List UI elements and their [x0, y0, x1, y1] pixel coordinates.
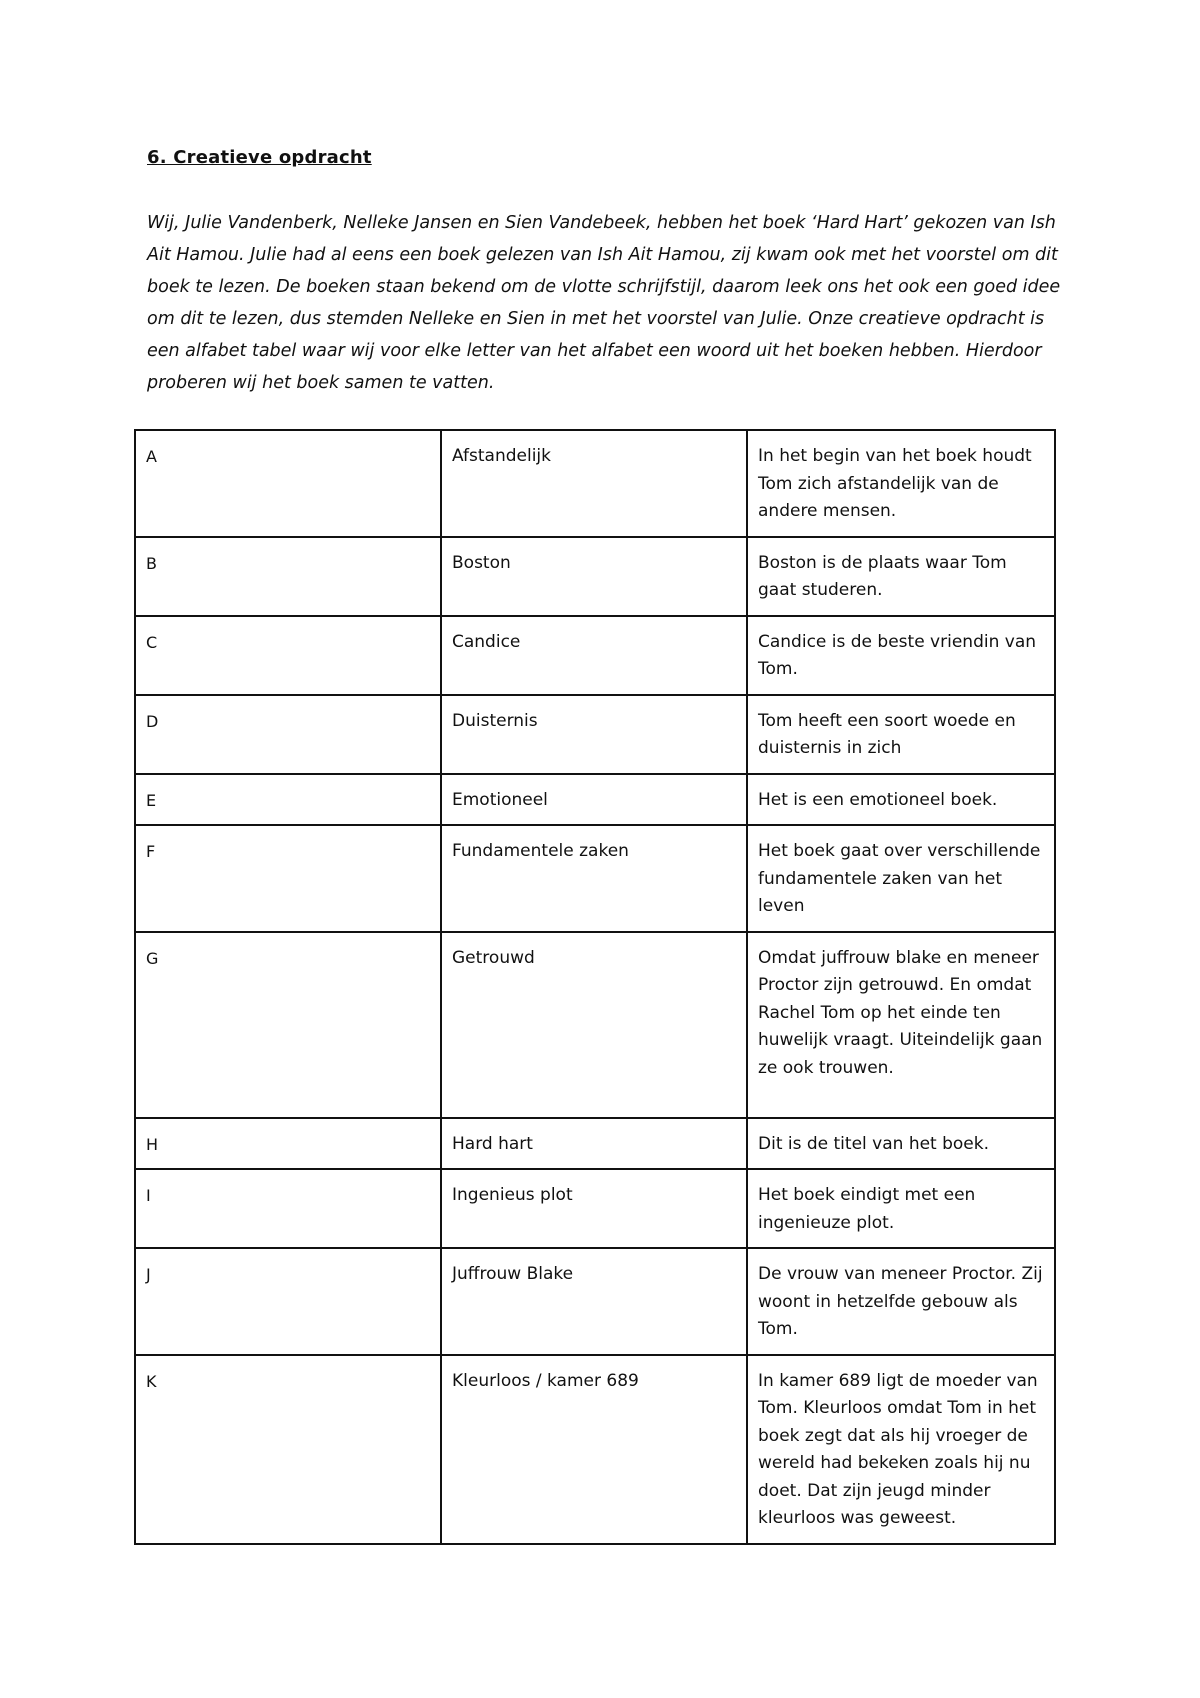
- description-cell: Het boek eindigt met een ingenieuze plot.: [747, 1169, 1055, 1248]
- description-cell: Omdat juffrouw blake en meneer Proctor zijn getrouwd. En omdat Rachel Tom op het einde ten huwelijk vraagt. Uiteindelijk gaan ze ook trouwen.: [747, 932, 1055, 1118]
- table-row: [135, 932, 1055, 1118]
- word-cell: Hard hart: [441, 1118, 747, 1170]
- description-cell: Tom heeft een soort woede en duisternis in zich: [747, 695, 1055, 774]
- letter-cell: K: [135, 1355, 441, 1544]
- word-cell: Afstandelijk: [441, 430, 747, 537]
- table-row: [135, 1118, 1055, 1170]
- table-row: [135, 774, 1055, 826]
- word-cell: Emotioneel: [441, 774, 747, 826]
- intro-paragraph: Wij, Julie Vandenberk, Nelleke Jansen en Sien Vandebeek, hebben het boek ‘Hard Hart’ gekozen van Ish Ait Hamou. Julie had al eens een boek gelezen van Ish Ait Hamou, zij kwam ook met het voorstel om dit boek te lezen. De boeken staan bekend om de vlotte schrijfstijl, daarom leek ons het ook een goed idee om dit te lezen, dus stemden Nelleke en Sien in met het voorstel van Julie. Onze creatieve opdracht is een alfabet tabel waar wij voor elke letter van het alfabet een woord uit het boeken hebben. Hierdoor proberen wij het boek samen te vatten.: [147, 213, 1061, 393]
- table-row: [135, 616, 1055, 695]
- word-cell: Getrouwd: [441, 932, 747, 1118]
- table-row: [135, 1169, 1055, 1248]
- description-cell: Boston is de plaats waar Tom gaat studeren.: [747, 537, 1055, 616]
- letter-cell: H: [135, 1118, 441, 1170]
- description-cell: De vrouw van meneer Proctor. Zij woont in hetzelfde gebouw als Tom.: [747, 1248, 1055, 1355]
- word-cell: Ingenieus plot: [441, 1169, 747, 1248]
- word-cell: Juffrouw Blake: [441, 1248, 747, 1355]
- letter-cell: G: [135, 932, 441, 1118]
- table-row: [135, 1248, 1055, 1355]
- word-cell: Duisternis: [441, 695, 747, 774]
- letter-cell: F: [135, 825, 441, 932]
- description-cell: In kamer 689 ligt de moeder van Tom. Kleurloos omdat Tom in het boek zegt dat als hij vroeger de wereld had bekeken zoals hij nu doet. Dat zijn jeugd minder kleurloos was geweest.: [747, 1355, 1055, 1544]
- description-cell: In het begin van het boek houdt Tom zich afstandelijk van de andere mensen.: [747, 430, 1055, 537]
- description-cell: Dit is de titel van het boek.: [747, 1118, 1055, 1170]
- letter-cell: J: [135, 1248, 441, 1355]
- description-cell: Candice is de beste vriendin van Tom.: [747, 616, 1055, 695]
- description-cell: Het boek gaat over verschillende fundamentele zaken van het leven: [747, 825, 1055, 932]
- letter-cell: C: [135, 616, 441, 695]
- table-row: [135, 695, 1055, 774]
- word-cell: Boston: [441, 537, 747, 616]
- description-cell: Het is een emotioneel boek.: [747, 774, 1055, 826]
- section-heading: 6. Creatieve opdracht: [147, 147, 372, 168]
- letter-cell: A: [135, 430, 441, 537]
- alphabet-table: [134, 429, 1056, 1545]
- table-row: [135, 537, 1055, 616]
- word-cell: Candice: [441, 616, 747, 695]
- table-row: [135, 430, 1055, 537]
- table-row: [135, 1355, 1055, 1544]
- letter-cell: B: [135, 537, 441, 616]
- letter-cell: I: [135, 1169, 441, 1248]
- letter-cell: D: [135, 695, 441, 774]
- word-cell: Fundamentele zaken: [441, 825, 747, 932]
- letter-cell: E: [135, 774, 441, 826]
- word-cell: Kleurloos / kamer 689: [441, 1355, 747, 1544]
- table-row: [135, 825, 1055, 932]
